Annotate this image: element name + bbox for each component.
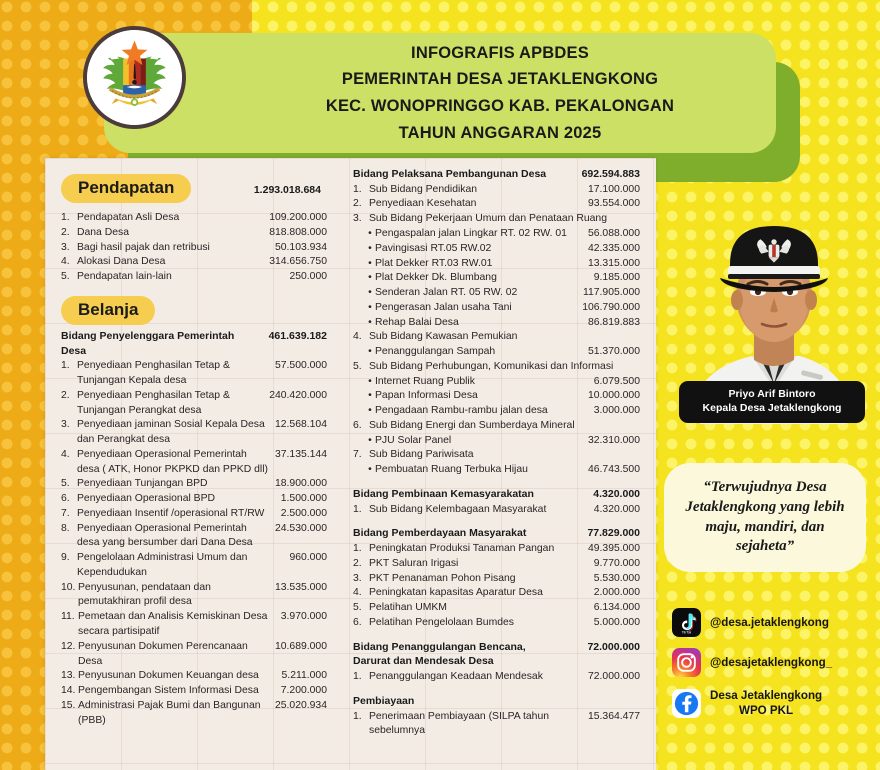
vision-quote-box: [664, 463, 866, 572]
list-item: [57, 359, 333, 389]
row-label: Pemetaan dan Analisis Kemiskinan Desa secara partisipatif: [78, 611, 268, 637]
row-value: 7.200.000: [280, 685, 327, 697]
instagram-icon[interactable]: [672, 648, 701, 677]
row-label: Sub Bidang Kawasan Pemukian: [369, 331, 518, 343]
row-value: 3.000.000: [593, 405, 640, 417]
list-item: [57, 211, 333, 226]
row-num: 5.: [353, 602, 362, 614]
facebook-icon[interactable]: [672, 689, 701, 718]
row-value: 10.000.000: [587, 390, 640, 402]
row-value: 2.000.000: [593, 587, 640, 599]
kepala-desa-name: Priyo Arif Bintoro: [728, 388, 816, 400]
list-item: [57, 684, 333, 699]
row-label: Penyediaan Insentif /operasional RT/RW: [77, 507, 265, 519]
pemberdayaan-section-title: [349, 526, 646, 542]
row-label: Penyediaan Tunjangan BPD: [77, 478, 208, 490]
social-row-instagram[interactable]: [672, 648, 878, 677]
section-label: Bidang Pelaksana Pembangunan Desa: [353, 168, 547, 180]
row-value: 2.500.000: [280, 507, 327, 519]
row-value: 25.020.934: [274, 699, 327, 711]
row-num: 5.: [353, 360, 362, 372]
title-line-2: PEMERINTAH DESA JETAKLENGKONG: [341, 70, 659, 89]
row-value: 32.310.000: [587, 434, 640, 446]
row-value: 9.770.000: [593, 557, 640, 569]
list-item: [57, 640, 333, 670]
bencana-section-title: [349, 640, 646, 670]
row-value: 4.320.000: [593, 503, 640, 515]
list-item: [349, 375, 646, 390]
row-num: 10.: [61, 581, 76, 593]
row-num: 4.: [61, 448, 70, 460]
facebook-line1: Desa Jetaklengkong: [710, 689, 823, 702]
row-value: 117.905.000: [582, 287, 640, 299]
row-label: Pelatihan Pengelolaan Bumdes: [369, 616, 514, 628]
row-value: 72.000.000: [587, 671, 640, 683]
pendapatan-header: [57, 172, 333, 207]
row-num: 5.: [61, 478, 70, 490]
row-num: 6.: [353, 419, 362, 431]
row-value: 240.420.000: [269, 389, 327, 401]
row-value: 15.364.477: [587, 710, 640, 722]
row-value: 57.500.000: [274, 360, 327, 372]
section-total: 692.594.883: [581, 168, 640, 180]
row-num: 4.: [61, 256, 70, 268]
row-value: 46.743.500: [587, 464, 640, 476]
data-panel: [45, 158, 656, 770]
list-item: [57, 241, 333, 256]
row-label: Penyusunan, pendataan dan pemutakhiran profil desa: [78, 581, 211, 608]
row-label: Dana Desa: [77, 226, 129, 238]
row-value: 12.568.104: [274, 419, 327, 431]
pendapatan-total: 1.293.018.684: [253, 183, 321, 196]
row-value: 6.079.500: [593, 375, 640, 387]
row-label: Pendapatan lain-lain: [77, 271, 172, 283]
row-value: 1.500.000: [280, 493, 327, 505]
row-num: 6.: [61, 493, 70, 505]
section-total: 461.639.182: [268, 329, 327, 342]
row-value: 5.211.000: [281, 670, 327, 682]
list-item: [349, 330, 646, 345]
row-label: Plat Dekker Dk. Blumbang: [375, 272, 497, 284]
list-item: [57, 551, 333, 581]
bullet-icon: •: [368, 287, 372, 299]
list-item: [349, 503, 646, 518]
nameplate: [679, 381, 865, 423]
row-label: Sub Bidang Pendidikan: [369, 183, 478, 195]
row-num: 14.: [61, 685, 76, 697]
row-label: Pengaspalan jalan Lingkar RT. 02 RW. 01: [375, 227, 567, 239]
row-label: Penerimaan Pembiayaan (SILPA tahun sebelumnya: [369, 710, 550, 737]
row-num: 2.: [61, 389, 70, 401]
row-num: 1.: [61, 360, 70, 372]
row-num: 3.: [61, 241, 70, 253]
bullet-icon: •: [368, 227, 372, 239]
list-item: [349, 212, 646, 227]
row-value: 250.000: [289, 271, 327, 283]
list-item: [349, 616, 646, 631]
list-item: [349, 434, 646, 449]
row-value: 818.808.000: [269, 226, 327, 238]
row-label: Sub Bidang Energi dan Sumberdaya Mineral: [369, 419, 575, 431]
row-num: 13.: [61, 670, 76, 682]
list-item: [349, 586, 646, 601]
pembiayaan-section-title: [349, 694, 646, 710]
list-item: [57, 522, 333, 552]
row-value: 314.656.750: [269, 256, 327, 268]
row-num: 3.: [353, 572, 362, 584]
row-value: 109.200.000: [269, 212, 327, 223]
row-label: Penyediaan Operasional Pemerintah desa ( ATK, Honor PKPKD dan PPKD dll): [77, 448, 268, 475]
row-num: 6.: [353, 616, 362, 628]
emblem-icon: [83, 26, 186, 129]
bullet-icon: •: [368, 375, 372, 387]
row-label: Plat Dekker RT.03 RW.01: [375, 257, 493, 269]
row-label: Pengembangan Sistem Informasi Desa: [78, 685, 259, 697]
facebook-handle: [710, 688, 822, 718]
row-num: 12.: [61, 640, 76, 652]
list-item: [349, 557, 646, 572]
social-links: [672, 608, 878, 729]
list-item: [57, 492, 333, 507]
list-item: [57, 477, 333, 492]
list-item: [57, 610, 333, 640]
row-num: 4.: [353, 331, 362, 343]
belanja-section-title: [57, 329, 333, 359]
list-item: [349, 389, 646, 404]
list-item: [349, 360, 646, 375]
bullet-icon: •: [368, 390, 372, 402]
list-item: [349, 286, 646, 301]
bullet-icon: •: [368, 346, 372, 358]
row-value: 17.100.000: [587, 183, 640, 195]
row-label: Sub Bidang Pekerjaan Umum dan Penataan Ruang: [369, 213, 607, 225]
row-label: Internet Ruang Publik: [375, 375, 475, 387]
row-value: 86.819.883: [587, 316, 640, 328]
row-label: Penanggulangan Keadaan Mendesak: [369, 671, 543, 683]
row-label: Rehap Balai Desa: [375, 316, 459, 328]
row-label: Pengelolaan Administrasi Umum dan Kependudukan: [77, 552, 248, 578]
list-item: [349, 419, 646, 434]
section-total: 77.829.000: [587, 527, 640, 540]
row-num: 11.: [61, 611, 75, 623]
row-label: Sub Bidang Perhubungan, Komunikasi dan Informasi: [369, 360, 614, 372]
row-value: 18.900.000: [274, 478, 327, 490]
tiktok-icon[interactable]: [672, 608, 701, 637]
row-label: Alokasi Dana Desa: [77, 256, 166, 268]
row-label: Bagi hasil pajak dan retribusi: [77, 241, 210, 253]
row-num: 3.: [353, 213, 362, 225]
row-num: 1.: [61, 212, 70, 223]
row-value: 93.554.000: [587, 198, 640, 210]
bullet-icon: •: [368, 464, 372, 476]
row-value: 24.530.000: [274, 522, 327, 534]
list-item: [349, 271, 646, 286]
row-num: 1.: [353, 710, 362, 722]
list-item: [349, 463, 646, 478]
row-value: 5.530.000: [593, 572, 640, 584]
title-line-4: TAHUN ANGGARAN 2025: [398, 123, 602, 142]
section-label-line2: Darurat dan Mendesak Desa: [353, 655, 494, 668]
list-item: [57, 507, 333, 522]
row-num: 4.: [353, 587, 362, 599]
row-value: 9.185.000: [593, 272, 640, 284]
title-line-1: INFOGRAFIS APBDES: [411, 43, 589, 62]
list-item: [349, 670, 646, 685]
social-row-facebook[interactable]: [672, 688, 878, 718]
row-label: Pembuatan Ruang Terbuka Hijau: [375, 464, 528, 476]
tiktok-handle: @desa.jetaklengkong: [710, 615, 829, 629]
list-item: [349, 542, 646, 557]
row-label: Peningkatan kapasitas Aparatur Desa: [369, 587, 543, 599]
list-item: [57, 669, 333, 684]
row-num: 1.: [353, 671, 362, 683]
row-label: Pendapatan Asli Desa: [77, 212, 180, 223]
row-label: Penanggulangan Sampah: [375, 346, 496, 358]
row-label: Penyediaan Penghasilan Tetap & Tunjangan Perangkat desa: [77, 389, 230, 416]
list-item: [349, 316, 646, 331]
row-num: 1.: [353, 183, 362, 195]
row-num: 2.: [61, 226, 70, 238]
list-item: [349, 345, 646, 360]
title-line-3: KEC. WONOPRINGGO KAB. PEKALONGAN: [325, 97, 675, 115]
row-value: 42.335.000: [587, 242, 640, 254]
row-label: Papan Informasi Desa: [375, 390, 478, 402]
svg-text:TikTok: TikTok: [681, 630, 692, 635]
header-banner: [104, 33, 776, 153]
social-row-tiktok[interactable]: [672, 608, 878, 637]
row-value: 6.134.000: [593, 602, 640, 614]
list-item: [349, 710, 646, 740]
list-item: [349, 572, 646, 587]
row-label: Sub Bidang Kelembagaan Masyarakat: [369, 503, 547, 515]
section-label: Bidang Pemberdayaan Masyarakat: [353, 527, 527, 540]
row-value: 50.103.934: [274, 241, 327, 253]
row-num: 8.: [61, 522, 70, 534]
pembangunan-section-title: [349, 167, 646, 183]
row-label: Penyediaan Operasional BPD: [77, 493, 216, 505]
list-item: [349, 601, 646, 616]
list-item: [57, 389, 333, 419]
section-label-line1: Bidang Penanggulangan Bencana,: [353, 640, 526, 653]
row-label: Pengerasan Jalan usaha Tani: [375, 301, 512, 313]
row-value: 3.970.000: [280, 611, 327, 623]
pembinaan-section-title: [349, 487, 646, 503]
section-label: Bidang Penyelenggara Pemerintah Desa: [61, 329, 235, 357]
belanja-header: [57, 294, 333, 329]
list-item: [349, 404, 646, 419]
section-label: Bidang Pembinaan Kemasyarakatan: [353, 488, 534, 500]
row-label: Pavingisasi RT.05 RW.02: [375, 242, 492, 254]
row-value: 37.135.144: [274, 448, 327, 460]
column-right: [343, 158, 656, 770]
row-num: 15.: [61, 699, 76, 711]
row-value: 51.370.000: [587, 346, 640, 358]
bullet-icon: •: [368, 257, 372, 269]
row-value: 960.000: [289, 552, 327, 564]
row-label: Peningkatan Produksi Tanaman Pangan: [369, 543, 555, 555]
row-num: 1.: [353, 543, 362, 555]
facebook-line2: WPO PKL: [739, 704, 794, 718]
row-value: 13.315.000: [587, 257, 640, 269]
list-item: [349, 197, 646, 212]
row-value: 10.689.000: [274, 640, 327, 652]
list-item: [349, 227, 646, 242]
list-item: [349, 448, 646, 463]
kepala-desa-role: Kepala Desa Jetaklengkong: [702, 402, 842, 415]
row-label: Penyusunan Dokumen Keuangan desa: [78, 670, 259, 682]
bullet-icon: •: [368, 301, 372, 313]
list-item: [349, 183, 646, 198]
column-left: [45, 158, 343, 770]
bullet-icon: •: [368, 272, 372, 284]
row-value: 13.535.000: [274, 581, 327, 593]
row-label: PKT Penanaman Pohon Pisang: [369, 572, 516, 584]
row-label: Penyediaan Penghasilan Tetap & Tunjangan Kepala desa: [77, 360, 230, 386]
list-item: [57, 270, 333, 285]
section-label: Pembiayaan: [353, 694, 415, 707]
row-value: 5.000.000: [593, 616, 640, 628]
row-num: 3.: [61, 419, 70, 431]
row-label: Penyediaan jaminan Sosial Kepala Desa dan Perangkat desa: [77, 419, 265, 446]
row-label: Penyediaan Kesehatan: [369, 198, 477, 210]
belanja-pill: Belanja: [61, 296, 155, 325]
section-total: 72.000.000: [587, 640, 640, 653]
row-num: 9.: [61, 552, 70, 564]
instagram-handle: @desajetaklengkong_: [710, 655, 833, 669]
bullet-icon: •: [368, 405, 372, 417]
row-label: Pelatihan UMKM: [369, 602, 447, 614]
row-label: PKT Saluran Irigasi: [369, 557, 459, 569]
bullet-icon: •: [368, 242, 372, 254]
list-item: [349, 242, 646, 257]
bullet-icon: •: [368, 434, 372, 446]
list-item: [349, 301, 646, 316]
row-num: 7.: [61, 507, 70, 519]
row-label: Senderan Jalan RT. 05 RW. 02: [375, 287, 518, 299]
row-num: 5.: [61, 271, 70, 283]
list-item: [57, 255, 333, 270]
row-value: 49.395.000: [587, 543, 640, 555]
bullet-icon: •: [368, 316, 372, 328]
row-num: 2.: [353, 557, 362, 569]
vision-quote-text: “Terwujudnya Desa Jetaklengkong yang lebih maju, mandiri, dan sejaheta”: [685, 479, 845, 555]
list-item: [57, 581, 333, 611]
list-item: [57, 448, 333, 478]
row-label: Penyediaan Operasional Pemerintah desa yang bersumber dari Dana Desa: [77, 522, 253, 549]
row-label: Pengadaan Rambu-rambu jalan desa: [375, 405, 548, 417]
row-num: 2.: [353, 198, 362, 210]
section-total: 4.320.000: [593, 488, 640, 500]
row-label: Penyusunan Dokumen Perencanaan Desa: [78, 640, 248, 667]
row-label: Administrasi Pajak Bumi dan Bangunan (PBB): [78, 699, 261, 726]
row-label: Sub Bidang Pariwisata: [369, 449, 474, 461]
list-item: [57, 226, 333, 241]
row-value: 56.088.000: [587, 227, 640, 239]
list-item: [349, 257, 646, 272]
row-num: 7.: [353, 449, 362, 461]
row-value: 106.790.000: [582, 301, 640, 313]
list-item: [57, 699, 333, 729]
row-label: PJU Solar Panel: [375, 434, 452, 446]
row-num: 1.: [353, 503, 362, 515]
list-item: [57, 418, 333, 448]
pendapatan-pill: Pendapatan: [61, 174, 191, 203]
